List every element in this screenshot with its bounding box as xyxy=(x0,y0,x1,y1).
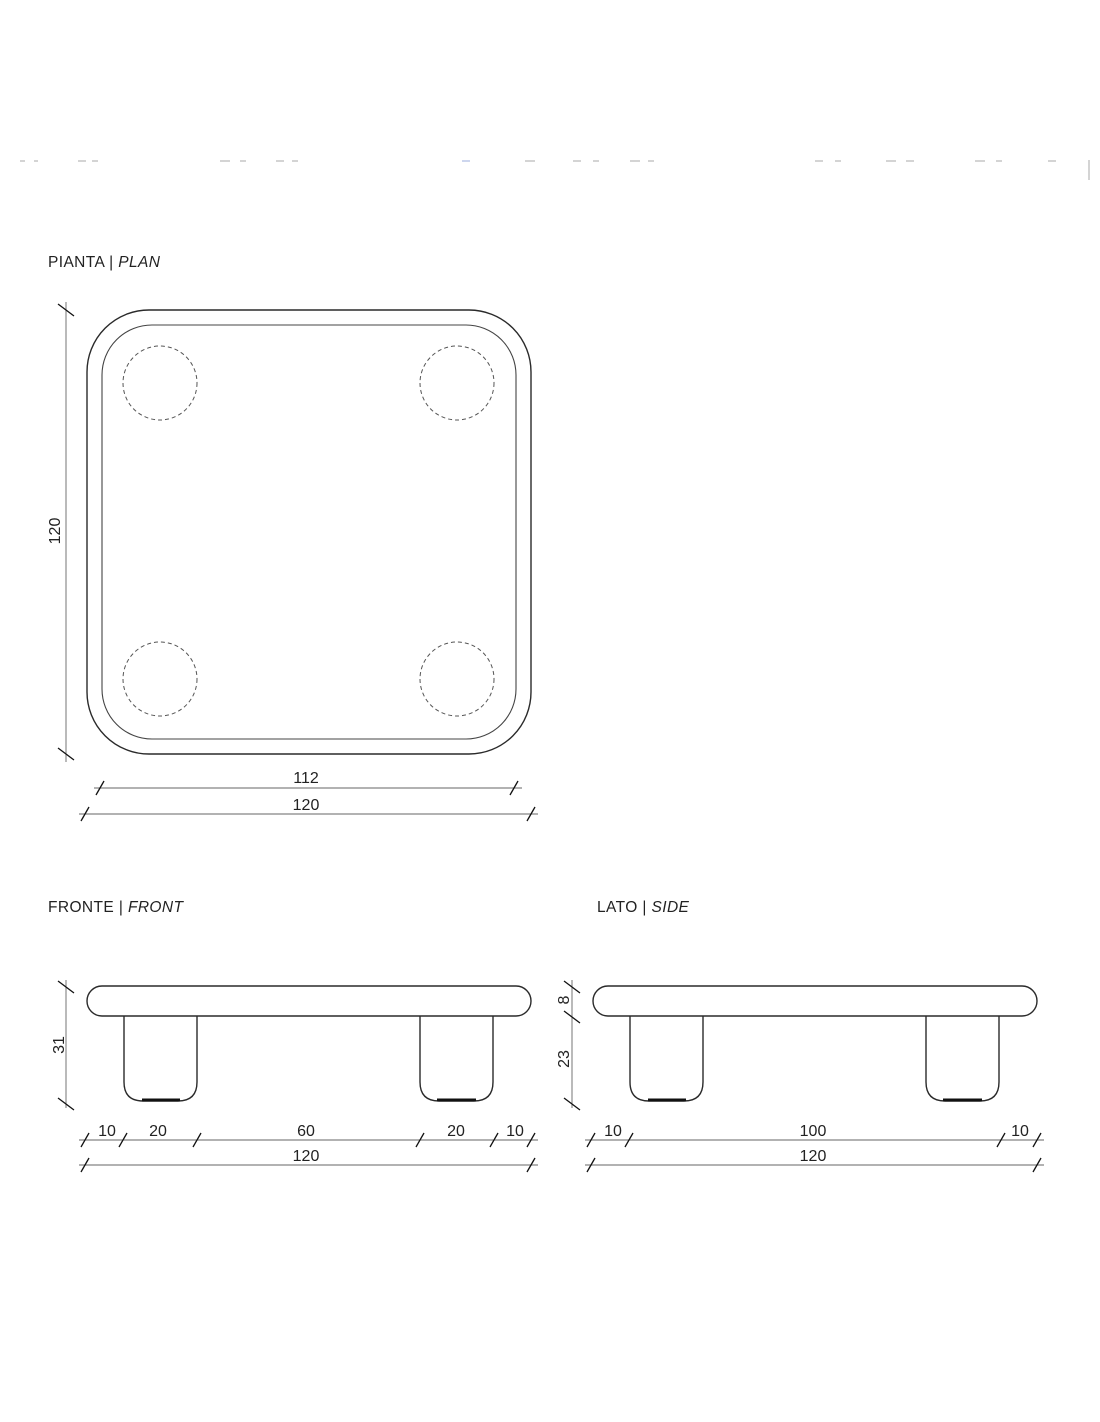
side-total-label: 120 xyxy=(799,1148,827,1165)
front-segment-1-label: 10 xyxy=(98,1123,116,1140)
front-view xyxy=(48,899,538,1172)
front-height-label: 31 xyxy=(51,1036,68,1054)
plan-width-dimension xyxy=(79,797,538,821)
plan-leg-bottom-right xyxy=(420,642,494,716)
side-view xyxy=(556,899,1044,1172)
side-leg-height-label: 23 xyxy=(556,1050,573,1068)
plan-title: PIANTA | PLAN xyxy=(48,254,161,271)
plan-height-label: 120 xyxy=(47,517,64,545)
plan-view xyxy=(47,254,538,821)
front-leg-right xyxy=(420,1016,493,1101)
plan-leg-top-right xyxy=(420,346,494,420)
front-leg-left xyxy=(124,1016,197,1101)
front-height-dimension xyxy=(51,980,74,1110)
front-segment-3-label: 60 xyxy=(297,1123,315,1140)
header-specks xyxy=(20,160,1090,180)
side-segment-3-label: 10 xyxy=(1011,1123,1029,1140)
plan-height-dimension xyxy=(47,302,74,762)
plan-width-label: 120 xyxy=(292,797,320,814)
plan-inner-width-dimension xyxy=(94,770,522,795)
side-leg-left xyxy=(630,1016,703,1101)
plan-leg-top-left xyxy=(123,346,197,420)
front-segment-2-label: 20 xyxy=(149,1123,167,1140)
plan-inner-width-label: 112 xyxy=(293,770,319,787)
front-tabletop xyxy=(87,986,531,1016)
front-title: FRONTE | FRONT xyxy=(48,899,184,916)
front-total-dimension xyxy=(79,1148,538,1172)
side-segment-2-label: 100 xyxy=(799,1123,827,1140)
plan-leg-bottom-left xyxy=(123,642,197,716)
side-top-thickness-label: 8 xyxy=(556,995,573,1005)
side-segment-dimensions xyxy=(585,1123,1044,1147)
side-leg-right xyxy=(926,1016,999,1101)
side-total-dimension xyxy=(585,1148,1044,1172)
side-title: LATO | SIDE xyxy=(597,899,690,916)
side-tabletop xyxy=(593,986,1037,1016)
front-segment-dimensions xyxy=(79,1123,538,1147)
side-height-dimensions xyxy=(556,980,580,1110)
front-total-label: 120 xyxy=(292,1148,320,1165)
plan-tabletop-outer xyxy=(87,310,531,754)
plan-tabletop-inner xyxy=(102,325,516,739)
front-segment-4-label: 20 xyxy=(447,1123,465,1140)
side-segment-1-label: 10 xyxy=(604,1123,622,1140)
front-segment-5-label: 10 xyxy=(506,1123,524,1140)
